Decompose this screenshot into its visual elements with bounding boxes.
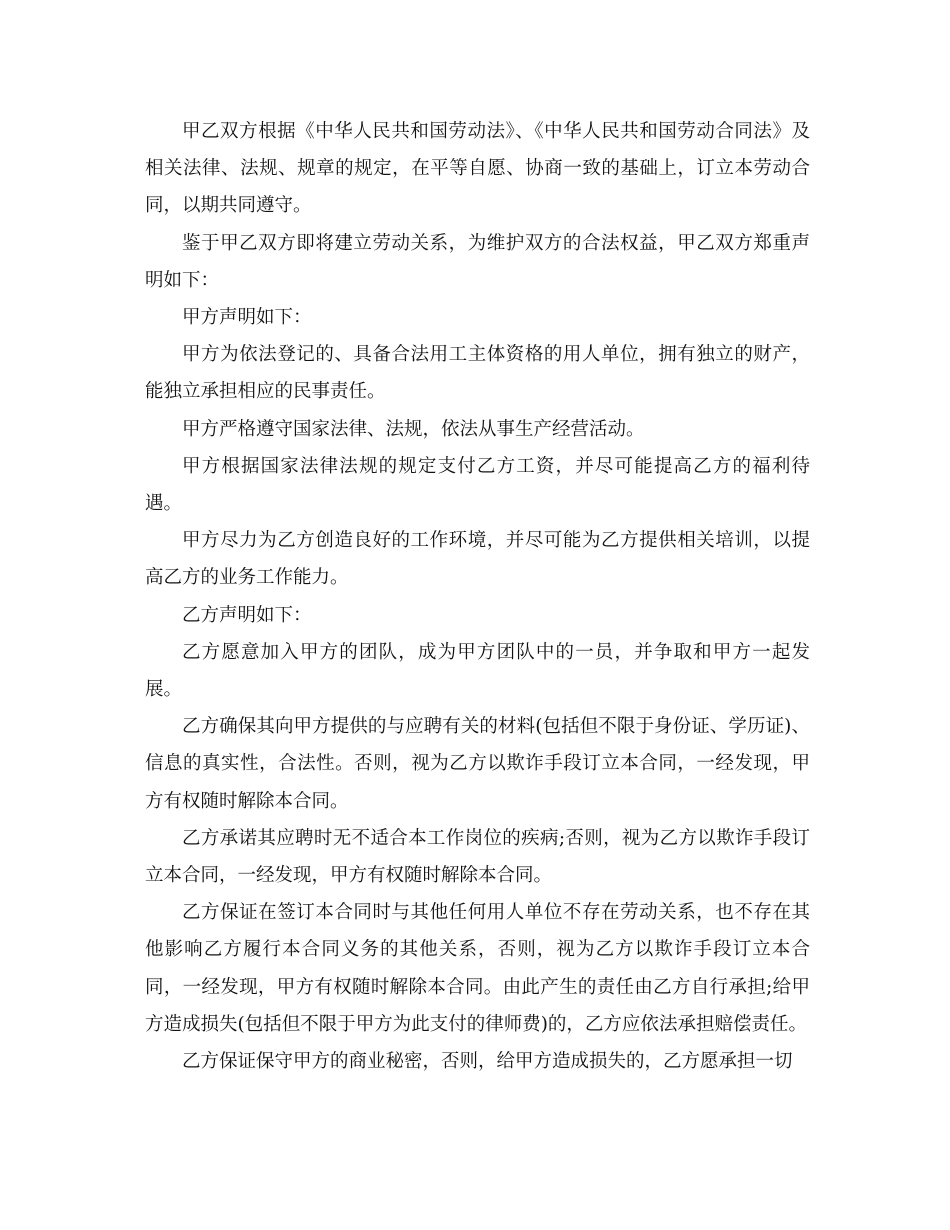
paragraph-party-b-1: 乙方愿意加入甲方的团队，成为甲方团队中的一员，并争取和甲方一起发展。 [145, 641, 810, 701]
paragraph-party-a-1: 甲方为依法登记的、具备合法用工主体资格的用人单位，拥有独立的财产，能独立承担相应的民事责任。 [145, 344, 810, 403]
paragraph-party-a-2: 甲方严格遵守国家法律、法规，依法从事生产经营活动。 [182, 418, 645, 440]
document-body [145, 113, 810, 1080]
paragraph-party-b-heading: 乙方声明如下： [182, 604, 312, 626]
paragraph-declaration-intro: 鉴于甲乙双方即将建立劳动关系，为维护双方的合法权益，甲乙双方郑重声明如下： [145, 232, 810, 291]
paragraph-party-b-5: 乙方保证保守甲方的商业秘密，否则，给甲方造成损失的，乙方愿承担一切 [182, 1051, 793, 1073]
paragraph-party-a-3: 甲方根据国家法律法规的规定支付乙方工资，并尽可能提高乙方的福利待遇。 [145, 455, 810, 515]
paragraph-preamble: 甲乙双方根据《中华人民共和国劳动法》、《中华人民共和国劳动合同法》及相关法律、法规、规章的规定，在平等自愿、协商一致的基础上，订立本劳动合同，以期共同遵守。 [145, 121, 810, 217]
paragraph-party-b-3: 乙方承诺其应聘时无不适合本工作岗位的疾病;否则，视为乙方以欺诈手段订立本合同，一经发现，甲方有权随时解除本合同。 [145, 827, 810, 887]
paragraph-party-a-heading: 甲方声明如下： [182, 307, 312, 329]
paragraph-party-a-4: 甲方尽力为乙方创造良好的工作环境，并尽可能为乙方提供相关培训，以提高乙方的业务工作能力。 [145, 530, 810, 589]
paragraph-party-b-4: 乙方保证在签订本合同时与其他任何用人单位不存在劳动关系，也不存在其他影响乙方履行本合同义务的其他关系，否则，视为乙方以欺诈手段订立本合同，一经发现，甲方有权随时解除本合同。由此产生的责任由乙方自行承担;给甲方造成损失(包括但不限于甲方为此支付的律师费)的，乙方应依法承担赔偿责任。 [145, 902, 810, 1035]
paragraph-party-b-2: 乙方确保其向甲方提供的与应聘有关的材料(包括但不限于身份证、学历证)、信息的真实性，合法性。否则，视为乙方以欺诈手段订立本合同，一经发现，甲方有权随时解除本合同。 [145, 716, 810, 812]
